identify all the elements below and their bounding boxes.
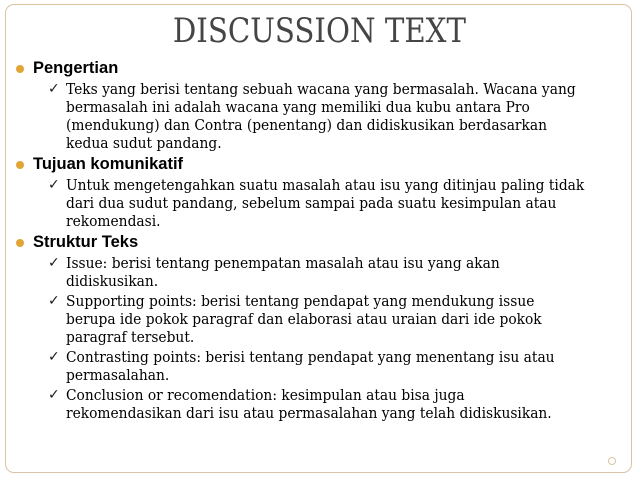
list-item [14,386,626,422]
checkmark-icon: ✓ [48,81,60,97]
checkmark-icon: ✓ [48,293,60,309]
section-heading [14,59,626,78]
page-number-marker [608,457,616,465]
bullet-list [14,254,626,422]
text-line: bermasalah ini adalah wacana yang memiliki dua kubu antara Pro [66,98,530,116]
text-line: Issue: berisi tentang penempatan masalah atau isu yang akan [66,254,500,272]
list-item [14,176,626,230]
text-line: berupa ide pokok paragraf dan elaborasi atau uraian dari ide pokok [66,310,542,328]
text-line: rekomendasi. [66,212,161,230]
section-heading-label: Pengertian [33,59,119,77]
text-line: didiskusikan. [66,272,159,290]
list-item [14,254,626,290]
checkmark-icon: ✓ [48,177,60,193]
round-bullet-icon [16,161,24,169]
checkmark-icon: ✓ [48,255,60,271]
checkmark-icon: ✓ [48,387,60,403]
text-line: paragraf tersebut. [66,328,195,346]
bullet-list [14,176,626,230]
bullet-list [14,80,626,152]
slide-content [14,59,626,422]
section-pengertian [14,59,626,152]
section-heading [14,233,626,252]
text-line: Contrasting points: berisi tentang pendapat yang menentang isu atau [66,348,555,366]
section-struktur-teks [14,233,626,422]
section-heading [14,155,626,174]
section-tujuan-komunikatif [14,155,626,230]
section-heading-label: Struktur Teks [33,233,139,251]
text-line: Supporting points: berisi tentang pendapat yang mendukung issue [66,292,535,310]
list-item [14,80,626,152]
text-line: permasalahan. [66,366,170,384]
slide-title: DISCUSSION TEXT [172,11,466,51]
text-line: (mendukung) dan Contra (penentang) dan didiskusikan berdasarkan [66,116,548,134]
text-line: Untuk mengetengahkan suatu masalah atau isu yang ditinjau paling tidak [66,176,585,194]
section-heading-label: Tujuan komunikatif [33,155,184,173]
text-line: kedua sudut pandang. [66,134,222,152]
text-line: Conclusion or recomendation: kesimpulan atau bisa juga [66,386,465,404]
text-line: Teks yang berisi tentang sebuah wacana yang bermasalah. Wacana yang [66,80,576,98]
text-line: rekomendasikan dari isu atau permasalahan yang telah didiskusikan. [66,404,552,422]
checkmark-icon: ✓ [48,349,60,365]
text-line: dari dua sudut pandang, sebelum sampai pada suatu kesimpulan atau [66,194,557,212]
list-item [14,292,626,346]
round-bullet-icon [16,239,24,247]
round-bullet-icon [16,65,24,73]
list-item [14,348,626,384]
